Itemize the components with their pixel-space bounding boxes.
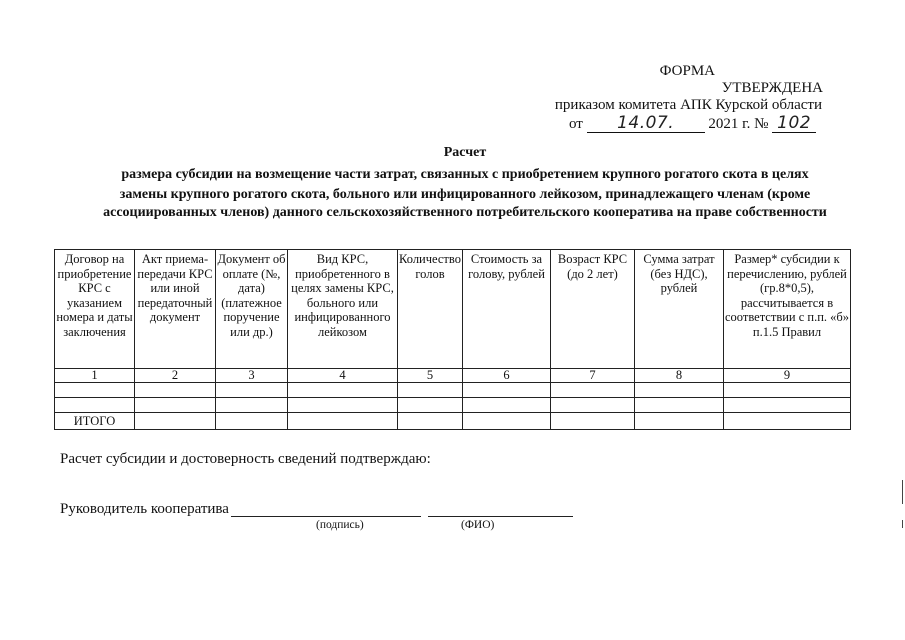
document-title: Расчет [443,145,487,160]
table-cell[interactable] [216,398,288,413]
column-header: Документ об оплате (№, дата) (платежное поручение или др.) [216,250,288,369]
name-line[interactable] [428,516,573,517]
table-cell[interactable] [135,398,216,413]
total-label: ИТОГО [55,413,135,430]
column-header: Вид КРС, приобретенного в целях замены КРС, больного или инфицированного лейкозом [288,250,398,369]
approved-label: УТВЕРЖДЕНА [721,80,823,96]
column-number: 1 [55,369,135,383]
order-number-handwritten: 102 [777,113,812,133]
table-cell[interactable] [55,398,135,413]
table-cell[interactable] [724,413,851,430]
column-header: Размер* субсидии к перечислению, рублей (гр.8*0,5), рассчитывается в соответствии с п.п. «б» п.1.5 Правил [724,250,851,369]
column-number: 3 [216,369,288,383]
column-number: 7 [551,369,635,383]
name-caption: (ФИО) [461,519,495,531]
table-cell[interactable] [463,413,551,430]
column-header: Сумма затрат (без НДС), рублей [635,250,724,369]
total-row [55,413,851,430]
table-cell[interactable] [135,413,216,430]
year-number-label: 2021 г. № [708,116,769,132]
column-number-row [55,369,851,383]
table-cell[interactable] [55,383,135,398]
table-row [55,383,851,398]
table-header-row [55,250,851,369]
scan-edge-mark [902,520,903,528]
signature-caption: (подпись) [316,519,364,531]
table-cell[interactable] [551,383,635,398]
table-cell[interactable] [398,413,463,430]
column-header: Стоимость за голову, рублей [463,250,551,369]
table-cell[interactable] [288,413,398,430]
table-row [55,398,851,413]
column-number: 8 [635,369,724,383]
column-number: 4 [288,369,398,383]
head-of-cooperative-label: Руководитель кооператива [60,501,229,517]
order-date-line [569,115,816,133]
order-reference: приказом комитета АПК Курской области [554,97,822,113]
subsidy-table [54,249,851,430]
column-header: Количество голов [398,250,463,369]
table-cell[interactable] [135,383,216,398]
table-cell[interactable] [635,398,724,413]
table-cell[interactable] [724,398,851,413]
order-number-field [772,115,816,133]
table-cell[interactable] [398,383,463,398]
column-header: Возраст КРС (до 2 лет) [551,250,635,369]
table-cell[interactable] [288,383,398,398]
table-cell[interactable] [216,413,288,430]
confirmation-text: Расчет субсидии и достоверность сведений подтверждаю: [60,451,431,467]
column-header: Акт приема-передачи КРС или иной передаточный документ [135,250,216,369]
order-date-handwritten: 14.07. [617,113,675,133]
form-label: ФОРМА [659,63,715,79]
document-subtitle-line-1: размера субсидии на возмещение части затрат, связанных с приобретением крупного рогатого скота в целях [121,167,809,182]
table-cell[interactable] [463,398,551,413]
column-number: 2 [135,369,216,383]
column-number: 6 [463,369,551,383]
column-number: 9 [724,369,851,383]
column-header: Договор на приобретение КРС с указанием номера и даты заключения [55,250,135,369]
scan-edge-mark [902,480,903,504]
table-cell[interactable] [551,398,635,413]
table-cell[interactable] [216,383,288,398]
table-cell[interactable] [724,383,851,398]
signature-line[interactable] [231,516,421,517]
table-cell[interactable] [398,398,463,413]
table-cell[interactable] [288,398,398,413]
table-cell[interactable] [551,413,635,430]
table-cell[interactable] [463,383,551,398]
table-cell[interactable] [635,383,724,398]
document-subtitle-line-2: замены крупного рогатого скота, больного или инфицированного лейкозом, принадлежащего членам (кроме [119,187,811,202]
table-cell[interactable] [635,413,724,430]
from-label: от [569,116,583,132]
document-subtitle-line-3: ассоциированных членов) данного сельскохозяйственного потребительского кооператива на праве собственности [103,205,827,220]
order-date-field [587,115,705,133]
column-number: 5 [398,369,463,383]
